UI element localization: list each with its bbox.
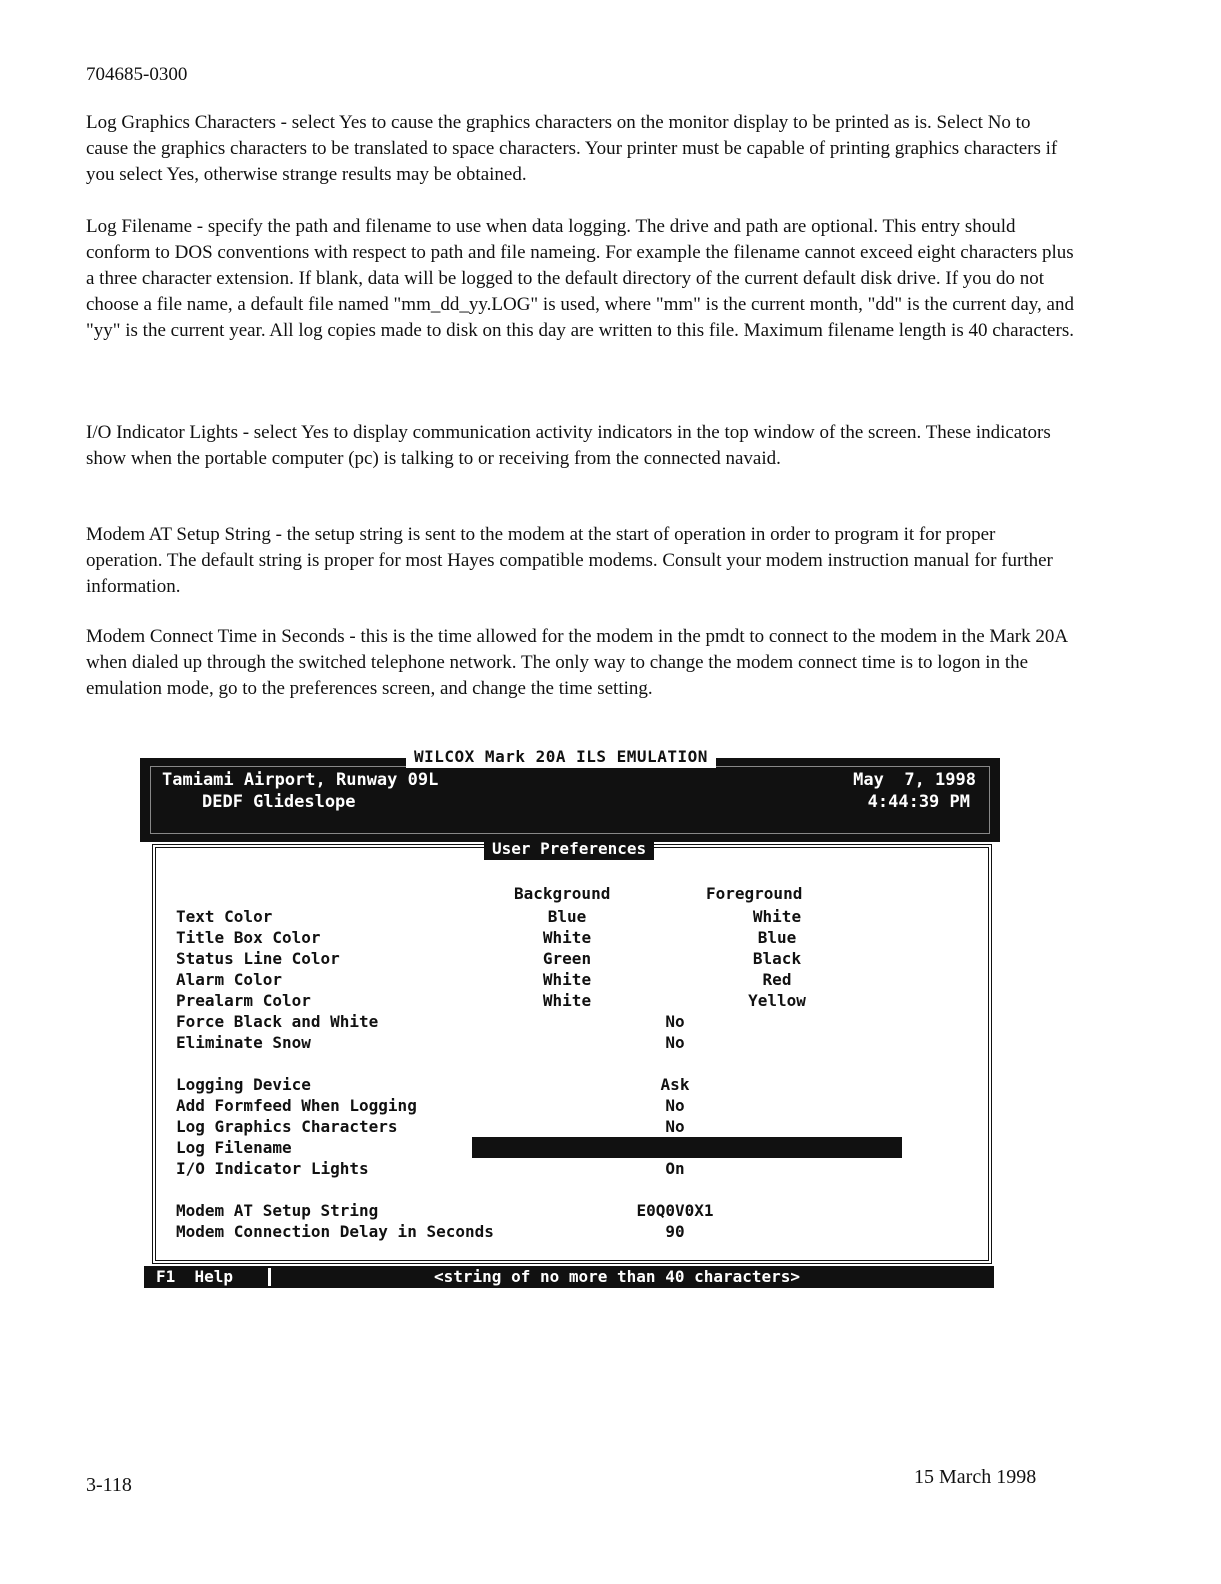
status-line-color-row[interactable] (176, 948, 976, 969)
formfeed-value[interactable]: No (665, 1096, 685, 1115)
formfeed-row[interactable] (176, 1095, 976, 1116)
logging-device-value[interactable]: Ask (660, 1075, 690, 1094)
eliminate-snow-value[interactable]: No (665, 1033, 685, 1052)
footer-date: 15 March 1998 (914, 1466, 1037, 1488)
background-value[interactable]: White (542, 928, 592, 947)
row-label: Prealarm Color (176, 991, 311, 1010)
paragraph-log-graphics: Log Graphics Characters - select Yes to cause the graphics characters on the monitor display to be printed as is. Select No to cause the graphics characters to be translated to space characters. Your printer must be capable of printing graphics characters if you select Yes, otherwise strange results may be obtained. (86, 112, 1058, 185)
row-label: Text Color (176, 907, 273, 926)
prealarm-color-row[interactable] (176, 990, 976, 1011)
foreground-value[interactable]: Red (762, 970, 792, 989)
force-black-white-row[interactable] (176, 1011, 976, 1032)
station-header-box (140, 747, 1000, 842)
row-label: I/O Indicator Lights (176, 1159, 369, 1178)
text-color-row[interactable] (176, 906, 976, 927)
io-lights-value[interactable]: On (665, 1159, 685, 1178)
row-label: Logging Device (176, 1075, 311, 1094)
status-line (144, 1266, 994, 1288)
paragraph-io-indicator: I/O Indicator Lights - select Yes to display communication activity indicators in the top window of the screen. These indicators show when the portable computer (pc) is talking to or receiving from the connected navaid. (86, 422, 1051, 469)
screen-title: WILCOX Mark 20A ILS EMULATION (406, 746, 716, 768)
emulation-screen (140, 747, 996, 1292)
background-value[interactable]: Blue (547, 907, 587, 926)
foreground-value[interactable]: Yellow (748, 991, 806, 1010)
alarm-color-row[interactable] (176, 969, 976, 990)
doc-number: 704685-0300 (86, 64, 188, 85)
foreground-value[interactable]: Blue (757, 928, 797, 947)
screen-date: May 7, 1998 (853, 770, 976, 790)
panel-title: User Preferences (484, 838, 654, 860)
row-label: Log Filename (176, 1138, 292, 1157)
log-filename-input[interactable] (472, 1137, 902, 1158)
row-label: Status Line Color (176, 949, 340, 968)
modem-setup-row[interactable] (176, 1200, 976, 1221)
paragraph-log-filename: Log Filename - specify the path and filename to use when data logging. The drive and path are optional. This entry should conform to DOS conventions with respect to path and file nameing. For example the filename cannot exceed eight characters plus a three character extension. If blank, data will be logged to the default directory of the current default disk drive. If you do not choose a file name, a default file named "mm_dd_yy.LOG" is used, where "mm" is the current month, "dd" is the current day, and "yy" is the current year. All log copies made to disk on this day are written to this file. Maximum filename length is 40 characters. (86, 216, 1074, 341)
eliminate-snow-row[interactable] (176, 1032, 976, 1053)
force-black-white-value[interactable]: No (665, 1012, 685, 1031)
foreground-value[interactable]: Black (752, 949, 802, 968)
foreground-value[interactable]: White (752, 907, 802, 926)
background-value[interactable]: Green (542, 949, 592, 968)
site-name: Tamiami Airport, Runway 09L (162, 770, 439, 790)
row-label: Force Black and White (176, 1012, 379, 1031)
row-label: Log Graphics Characters (176, 1117, 398, 1136)
title-box-color-row[interactable] (176, 927, 976, 948)
foreground-column-header: Foreground (706, 884, 803, 903)
screen-time: 4:44:39 PM (867, 792, 970, 812)
modem-delay-value[interactable]: 90 (665, 1222, 685, 1241)
row-label: Eliminate Snow (176, 1033, 311, 1052)
row-label: Alarm Color (176, 970, 282, 989)
io-lights-row[interactable] (176, 1158, 976, 1179)
background-value[interactable]: White (542, 991, 592, 1010)
modem-delay-row[interactable] (176, 1221, 976, 1242)
status-hint: <string of no more than 40 characters> (434, 1267, 801, 1286)
background-value[interactable]: White (542, 970, 592, 989)
log-graphics-row[interactable] (176, 1116, 976, 1137)
modem-setup-value[interactable]: E0Q0V0X1 (636, 1201, 714, 1220)
page-number: 3-118 (86, 1474, 132, 1496)
f1-help-key[interactable]: F1 Help (156, 1267, 234, 1286)
facility-name: DEDF Glideslope (202, 792, 356, 812)
user-preferences-panel (152, 839, 992, 1264)
paragraph-modem-connect: Modem Connect Time in Seconds - this is the time allowed for the modem in the pmdt to connect to the modem in the Mark 20A when dialed up through the switched telephone network. The only way to change the modem connect time is to logon in the emulation mode, go to the preferences screen, and change the time setting. (86, 626, 1068, 699)
log-graphics-value[interactable]: No (665, 1117, 685, 1136)
row-label: Modem Connection Delay in Seconds (176, 1222, 494, 1241)
row-label: Modem AT Setup String (176, 1201, 379, 1220)
paragraph-modem-setup: Modem AT Setup String - the setup string is sent to the modem at the start of operation in order to program it for proper operation. The default string is proper for most Hayes compatible modems. Consult your modem instruction manual for further information. (86, 524, 1053, 597)
row-label: Add Formfeed When Logging (176, 1096, 417, 1115)
background-column-header: Background (514, 884, 611, 903)
log-filename-row[interactable] (176, 1137, 976, 1158)
logging-device-row[interactable] (176, 1074, 976, 1095)
row-label: Title Box Color (176, 928, 321, 947)
status-separator (268, 1268, 271, 1286)
